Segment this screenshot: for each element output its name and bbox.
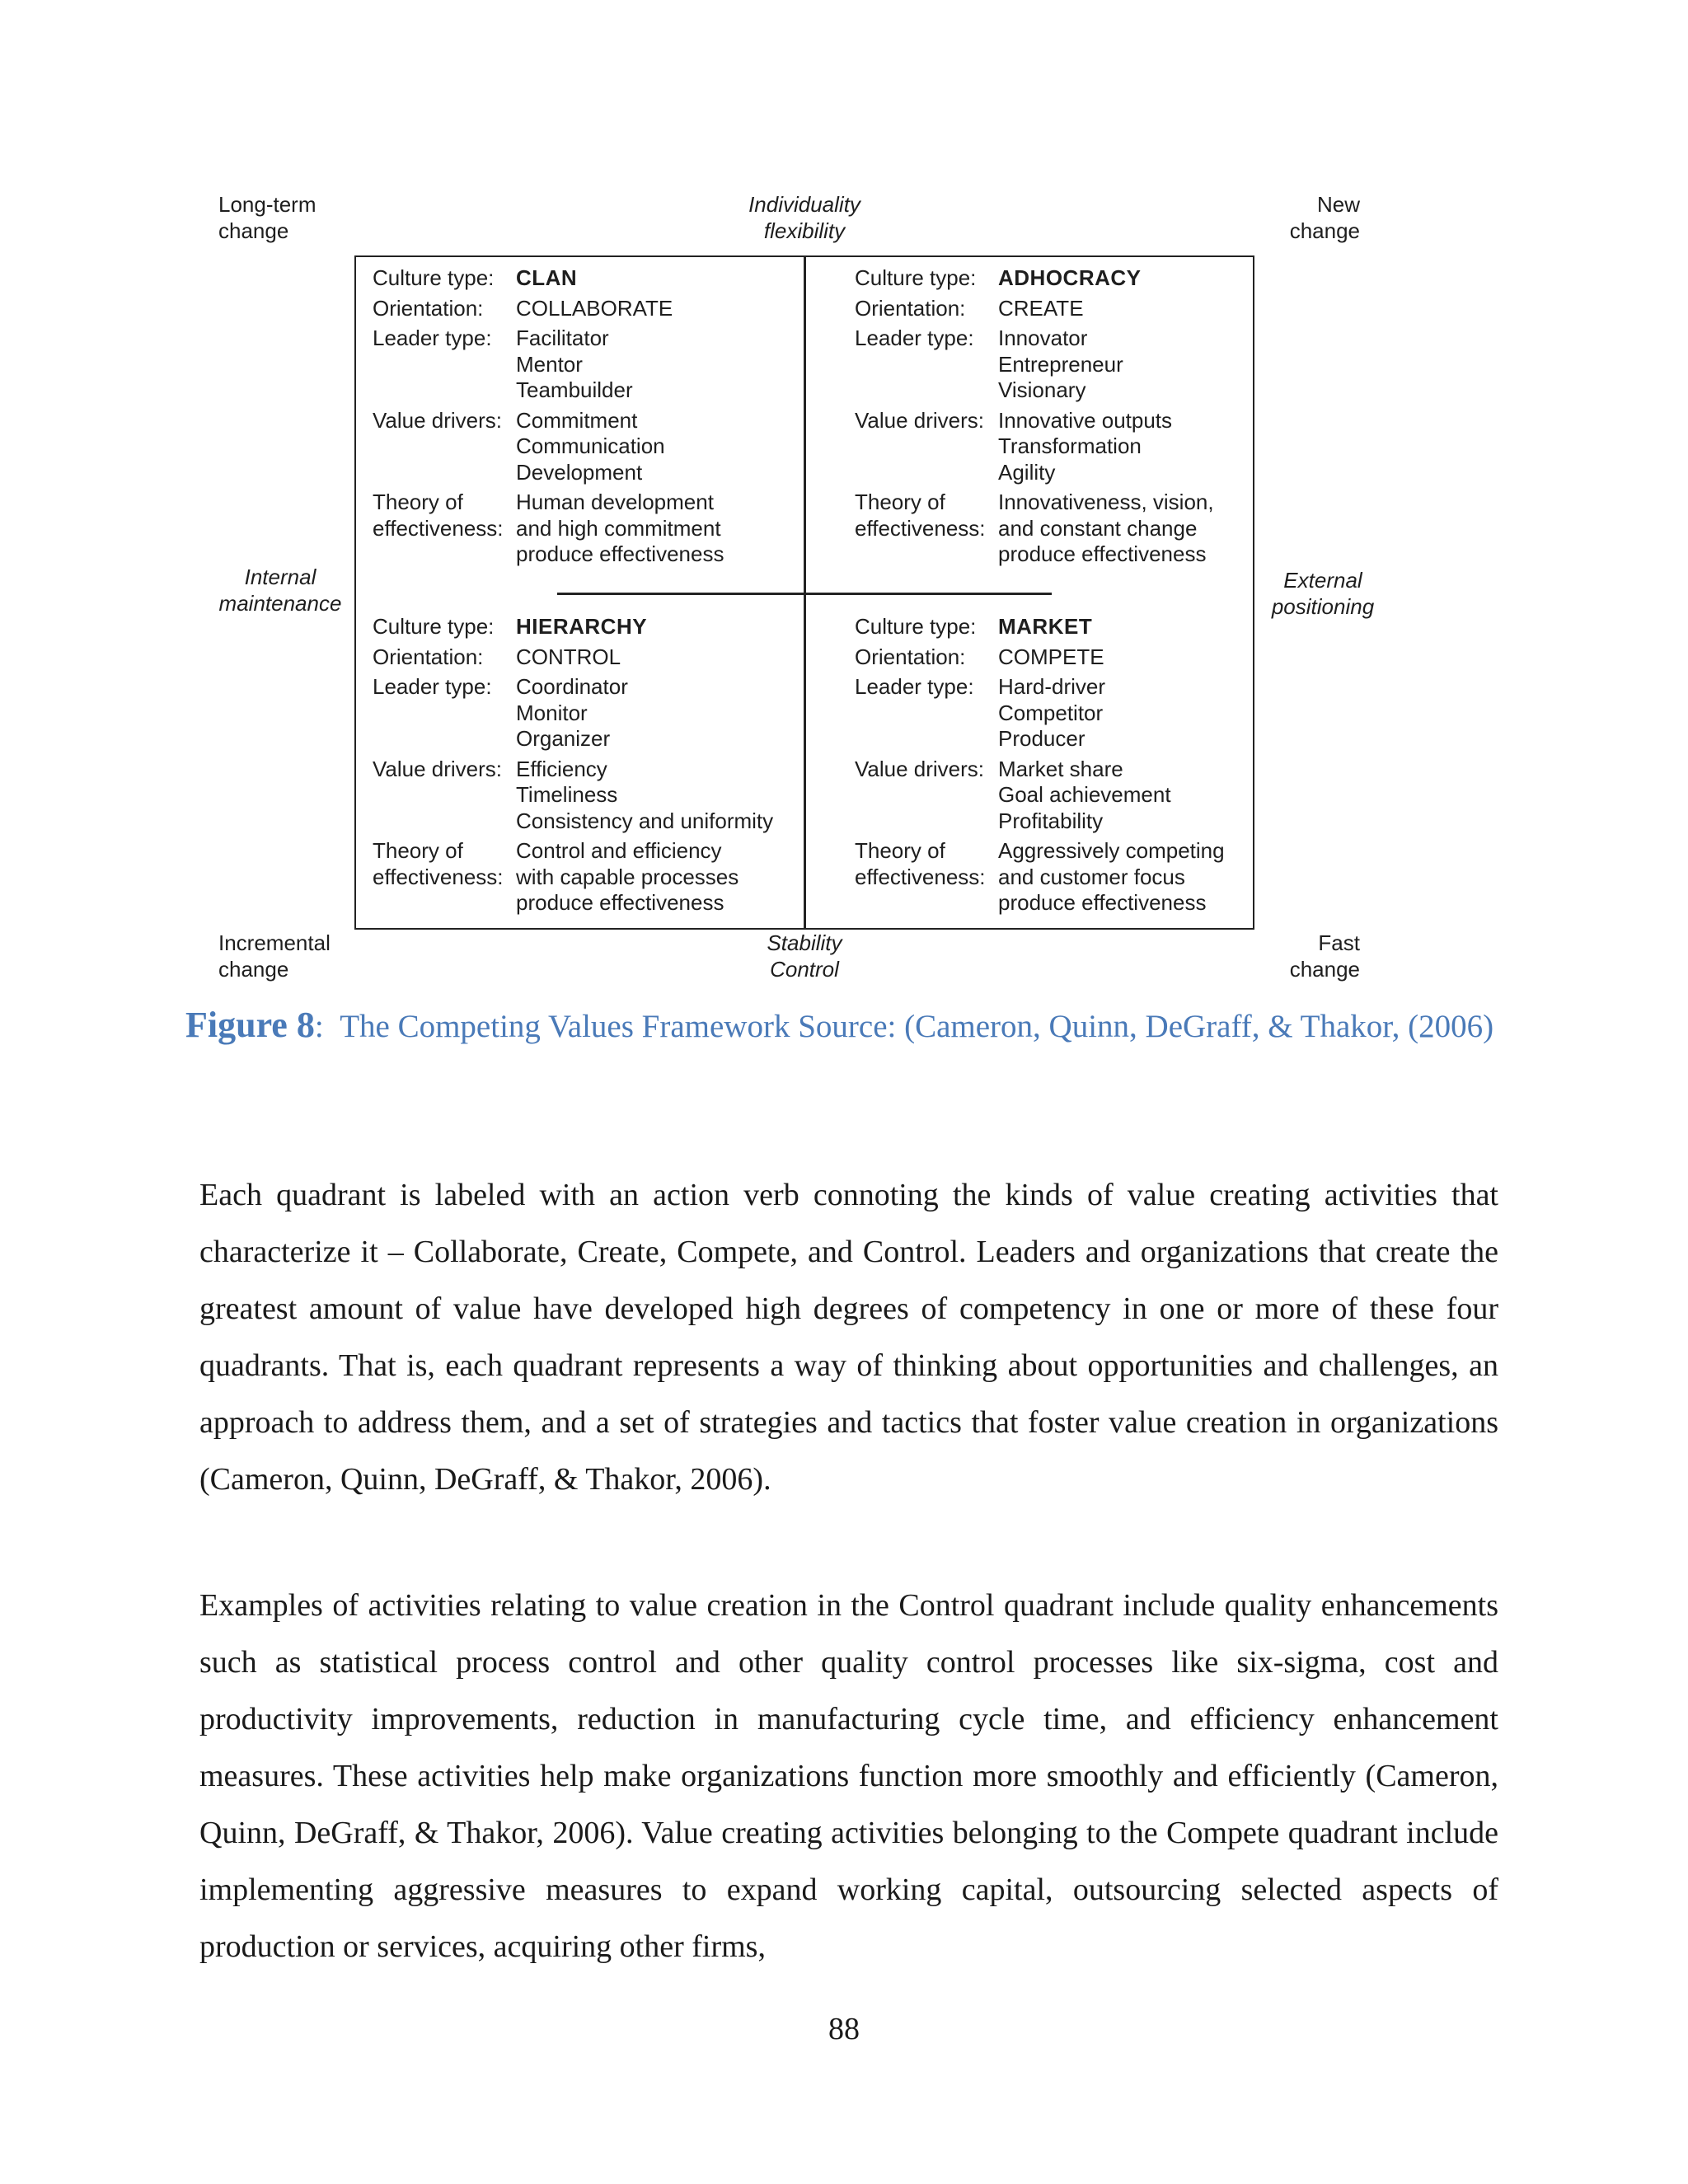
body-paragraph: Each quadrant is labeled with an action verb connoting the kinds of value creating activities that characterize it – Collaborate, Create, Compete, and Control. Leaders and organizations that create the greatest amount of value have developed high degrees of competency in one or more of these four quadrants. That is, each quadrant represents a way of thinking about opportunities and challenges, an approach to address them, and a set of strategies and tactics that foster value creation in organizations (Cameron, Quinn, DeGraff, & Thakor, 2006).: [199, 1178, 1498, 1497]
culture-name: MARKET: [998, 614, 1093, 639]
axis-left-label: Internal maintenance: [218, 565, 342, 616]
competing-values-figure: [0, 0, 1688, 989]
axis-right-label: External positioning: [1271, 568, 1375, 619]
axis-bottom-label: Stability Control: [767, 930, 842, 982]
quadrant-market: Culture type: MARKET Orientation: COMPETE Leader type: Hard-driver Competitor Producer Value drivers: Market share Goal achievement Profitability Theory of effectiveness: Aggressively competing and customer focus produce effectiveness: [855, 614, 1225, 915]
quadrant-hierarchy: Culture type: HIERARCHY Orientation: CONTROL Leader type: Coordinator Monitor Organizer Value drivers: Efficiency Timeliness Consistency and uniformity Theory of effectiveness: Control and efficiency with capable processes produce effectiveness: [373, 614, 774, 915]
figure-number: Figure 8: [185, 1005, 315, 1045]
horizontal-divider: [557, 593, 1052, 595]
quadrant-adhocracy: Culture type: ADHOCRACY Orientation: CREATE Leader type: Innovator Entrepreneur Visionary Value drivers: Innovative outputs Transformation Agility Theory of effectiveness: Innovativeness, vision, and constant change produce effectiveness: [855, 265, 1214, 566]
corner-top-left: Long-term change: [218, 192, 316, 243]
culture-name: ADHOCRACY: [998, 265, 1142, 290]
body-paragraph: Examples of activities relating to value creation in the Control quadrant include quality enhancements such as statistical process control and other quality control processes like six-sigma, cost and productivity improvements, reduction in manufacturing cycle time, and efficiency enhancement measures. These activities help make organizations function more smoothly and efficiently (Cameron, Quinn, DeGraff, & Thakor, 2006). Value creating activities belonging to the Compete quadrant include implementing aggressive measures to expand working capital, outsourcing selected aspects of production or services, acquiring other firms,: [199, 1588, 1498, 1964]
corner-top-right: New change: [1289, 192, 1360, 243]
figure-caption: Figure 8: The Competing Values Framework Source: (Cameron, Quinn, DeGraff, & Thakor, (2006): [185, 1005, 1494, 1045]
culture-name: HIERARCHY: [516, 614, 648, 639]
caption-text: The Competing Values Framework Source: (Cameron, Quinn, DeGraff, & Thakor, (2006): [340, 1009, 1494, 1044]
corner-bottom-right: Fast change: [1289, 930, 1360, 982]
culture-name: CLAN: [516, 265, 578, 290]
quadrant-clan: Culture type: CLAN Orientation: COLLABORATE Leader type: Facilitator Mentor Teambuilder Value drivers: Commitment Communication Development Theory of effectiveness: Human development and high commitment produce effectiveness: [373, 265, 724, 566]
page-number: 88: [828, 2012, 860, 2046]
axis-top-label: Individuality flexibility: [748, 192, 860, 243]
corner-bottom-left: Incremental change: [218, 930, 331, 982]
